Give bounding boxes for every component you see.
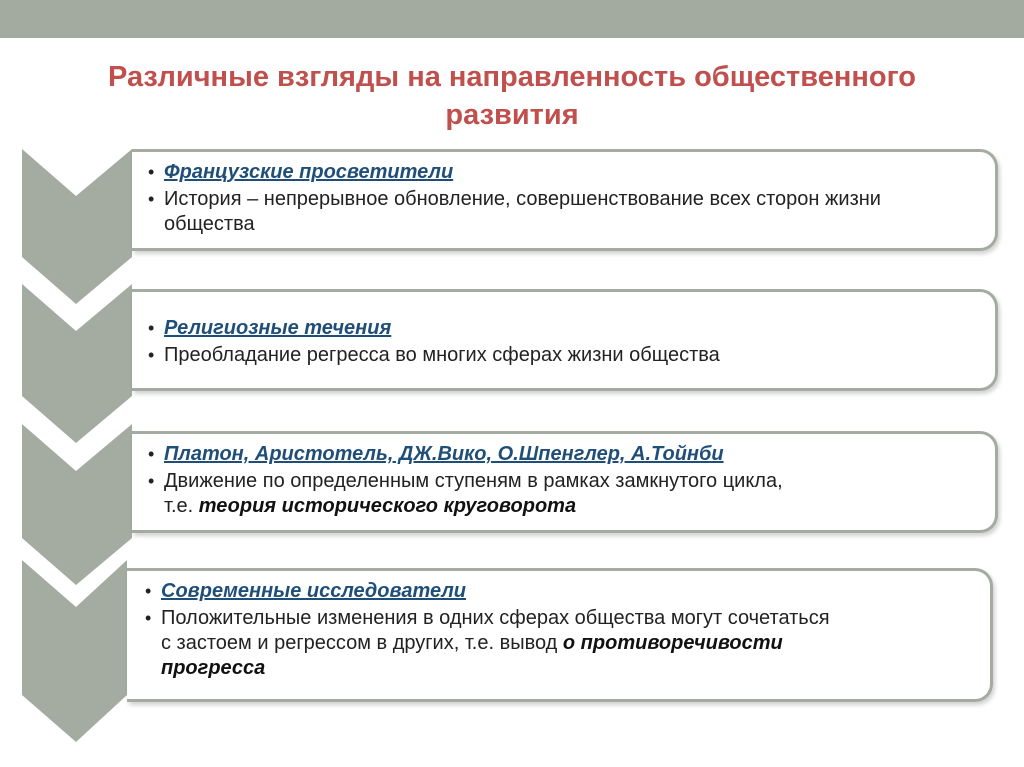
item-box-4 [127, 568, 993, 702]
item-text-wrap [161, 606, 841, 681]
item-emphasis-prefix: т.е. [164, 495, 194, 517]
item-box-1 [132, 149, 998, 251]
item-text: История – непрерывное обновление, совершенствование всех сторон жизни общества [164, 188, 881, 235]
item-heading: Французские просветители [164, 161, 454, 183]
bullet-icon: • [145, 608, 152, 628]
item-text: Преобладание регресса во многих сферах жизни общества [164, 344, 720, 366]
item-heading-row [148, 316, 977, 341]
item-heading-row [148, 160, 977, 185]
item-heading: Религиозные течения [164, 317, 392, 339]
bullet-icon: • [148, 471, 155, 491]
item-text-row [148, 343, 977, 368]
chevron-2 [22, 284, 132, 443]
slide-title: Различные взгляды на направленность общественного развития [107, 61, 916, 131]
chevron-3 [22, 424, 132, 585]
item-text-row [148, 469, 977, 519]
item-text: Движение по определенным ступеням в рамках замкнутого цикла, [164, 470, 783, 492]
item-text-wrap [164, 469, 783, 519]
bullet-icon: • [148, 189, 155, 209]
item-box-2 [132, 289, 998, 391]
item-heading: Платон, Аристотель, ДЖ.Вико, О.Шпенглер, А.Тойнби [164, 443, 724, 465]
item-emphasis: о противоречивости прогресса [161, 632, 783, 679]
item-text: Положительные изменения в одних сферах общества могут сочетаться с застоем и регрессом в других, т.е. вывод [161, 607, 830, 654]
item-emphasis: теория исторического круговорота [198, 495, 577, 517]
bullet-icon: • [145, 581, 152, 601]
item-box-3 [132, 431, 998, 533]
item-text-row [148, 187, 977, 237]
bullet-icon: • [148, 444, 155, 464]
bullet-icon: • [148, 318, 155, 338]
item-heading: Современные исследователи [161, 580, 466, 602]
item-text-row [145, 606, 972, 681]
item-heading-row [145, 579, 972, 604]
chevron-4 [22, 560, 127, 742]
item-heading-row [148, 442, 977, 467]
bullet-icon: • [148, 345, 155, 365]
bullet-icon: • [148, 162, 155, 182]
chevron-1 [22, 149, 132, 304]
